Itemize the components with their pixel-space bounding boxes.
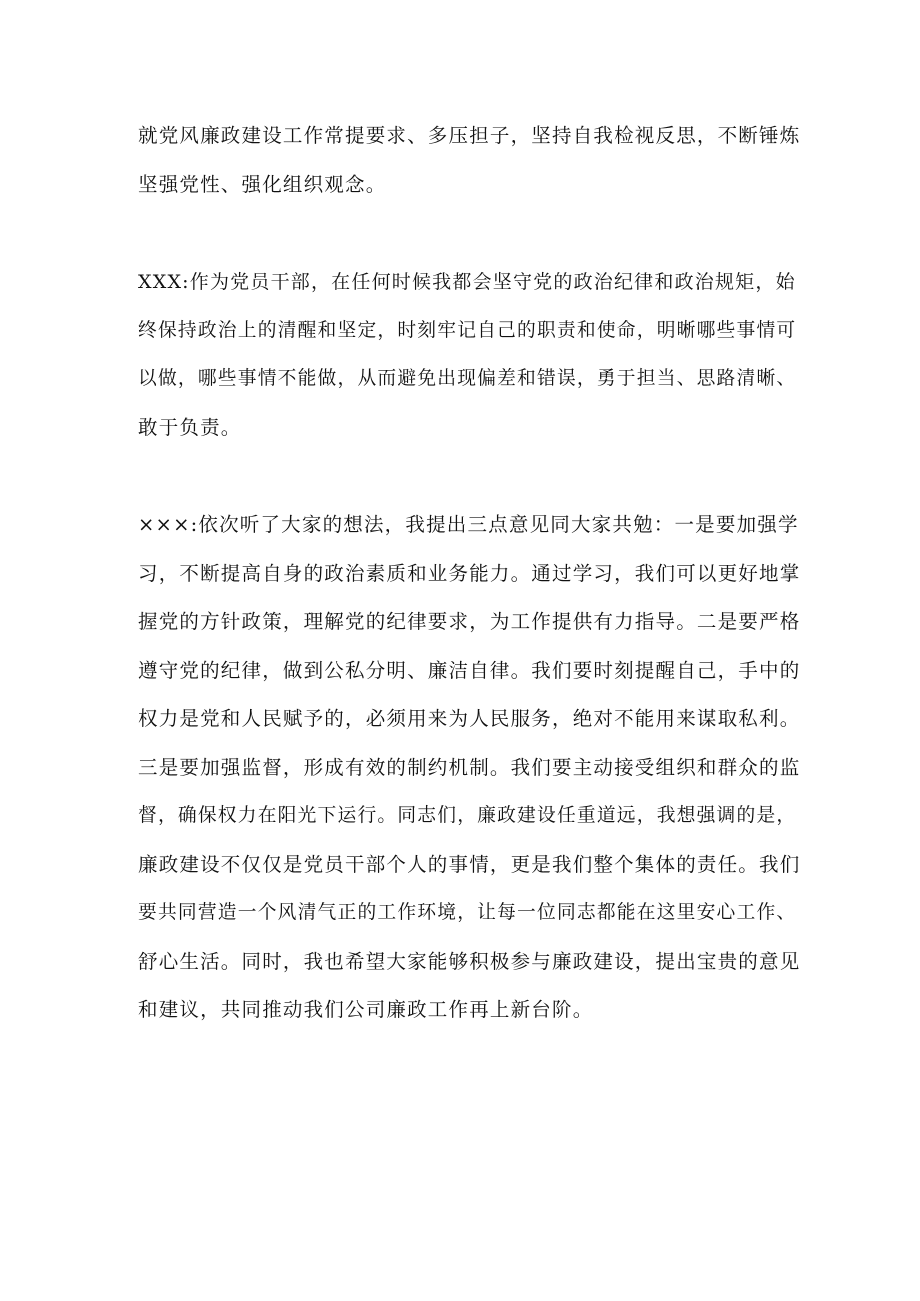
paragraph-line: 廉政建设不仅仅是党员干部个人的事情，更是我们整个集体的责任。我们: [138, 852, 801, 876]
paragraph-line: 权力是党和人民赋予的，必须用来为人民服务，绝对不能用来谋取私利。: [138, 707, 801, 730]
paragraph-statement-xxx: [138, 258, 798, 452]
paragraph-line: 要共同营造一个风清气正的工作环境，让每一位同志都能在这里安心工作、: [138, 902, 797, 923]
paragraph-line: 督，确保权力在阳光下运行。同志们，廉政建设任重道远，我想强调的是，: [138, 805, 797, 826]
paragraph-line: 终保持政治上的清醒和坚定，时刻牢记自己的职责和使命，明晰哪些事情可: [138, 319, 797, 341]
paragraph-line: 以做，哪些事情不能做，从而避免出现偏差和错误，勇于担当、思路清晰、: [138, 368, 797, 389]
paragraph-closing-remarks: [138, 501, 801, 1035]
paragraph-line: ×××:依次听了大家的想法，我提出三点意见同大家共勉：一是要加强学: [138, 513, 799, 536]
paragraph-line: 敢于负责。: [138, 415, 242, 439]
paragraph-line: 遵守党的纪律，做到公私分明、廉洁自律。我们要时刻提醒自己，手中的: [138, 658, 801, 682]
paragraph-line: 握党的方针政策，理解党的纪律要求，为工作提供有力指导。二是要严格: [138, 610, 801, 633]
paragraph-line: 舒心生活。同时，我也希望大家能够积极参与廉政建设，提出宝贵的意见: [138, 949, 801, 973]
paragraph-line: 三是要加强监督，形成有效的制约机制。我们要主动接受组织和群众的监: [138, 755, 801, 779]
paragraph-line: 坚强党性、强化组织观念。: [138, 172, 387, 196]
paragraph-line: 和建议，共同推动我们公司廉政工作再上新台阶。: [138, 998, 594, 1021]
paragraph-summary: [138, 112, 801, 209]
paragraph-line: 就党风廉政建设工作常提要求、多压担子，坚持自我检视反思，不断锤炼: [138, 124, 801, 147]
paragraph-line: 习，不断提高自身的政治素质和业务能力。通过学习，我们可以更好地掌: [138, 561, 801, 585]
paragraph-line: XXX:作为党员干部，在任何时候我都会坚守党的政治纪律和政治规矩，始: [138, 271, 796, 293]
